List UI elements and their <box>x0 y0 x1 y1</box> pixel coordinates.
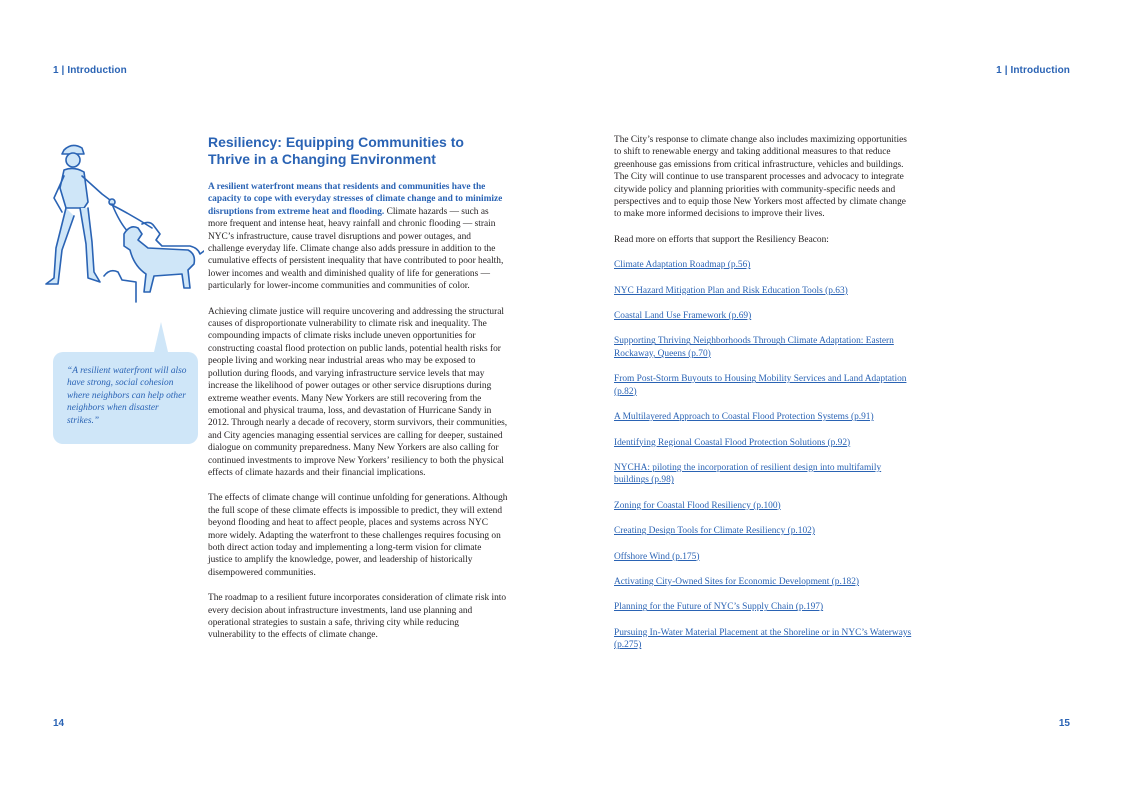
chapter-header-left: 1 | Introduction <box>53 65 127 76</box>
list-item <box>614 335 914 360</box>
list-item <box>614 462 914 487</box>
chapter-header-right: 1 | Introduction <box>996 65 1070 76</box>
read-more-label: Read more on efforts that support the Resiliency Beacon: <box>614 234 829 245</box>
link-city-owned-sites[interactable]: Activating City-Owned Sites for Economic Development (p.182) <box>614 576 859 587</box>
link-coastal-land-use-framework[interactable]: Coastal Land Use Framework (p.69) <box>614 311 752 322</box>
link-regional-flood-protection[interactable]: Identifying Regional Coastal Flood Protection Solutions (p.92) <box>614 437 851 448</box>
link-design-tools[interactable]: Creating Design Tools for Climate Resiliency (p.102) <box>614 526 815 537</box>
pull-quote-bubble <box>53 352 198 444</box>
link-in-water-material[interactable]: Pursuing In-Water Material Placement at the Shoreline or in NYC’s Waterways (p.275) <box>614 627 912 651</box>
paragraph-city-response: The City’s response to climate change also includes maximizing opportunities to shift to renewable energy and taking additional measures to that reduce greenhouse gas emissions from critical infrastructure, vehicles and buildings. The City will continue to use transparent processes and advocacy to integrate citywide policy and planning priorities with community-specific needs and perspectives and to equip those New Yorkers most affected by climate change to make more informed decisions to improve their lives. <box>614 135 907 220</box>
left-text-column <box>208 134 508 655</box>
quote-bubble-tail <box>154 322 168 352</box>
lead-sentence: A resilient waterfront means that residents and communities have the capacity to cope with everyday stresses of climate change and to minimize disruptions from extreme heat and flooding. <box>208 182 503 217</box>
related-links-list <box>614 259 914 651</box>
list-item <box>614 551 914 563</box>
paragraph-intro <box>208 181 508 293</box>
list-item <box>614 411 914 423</box>
link-supply-chain[interactable]: Planning for the Future of NYC’s Supply Chain (p.197) <box>614 602 824 613</box>
list-item <box>614 576 914 588</box>
list-item <box>614 601 914 613</box>
paragraph-effects: The effects of climate change will continue unfolding for generations. Although the full scope of these climate effects is impossible to predict, they will extend beyond flooding and heat to affect people, places and systems across NYC more widely. Adapting the waterfront to these challenges requires focusing on both direct action today and implementing a long-term vision for climate justice to amplify the knowledge, power, and leadership of historically disempowered communities. <box>208 493 508 578</box>
paragraph-climate-justice: Achieving climate justice will require uncovering and addressing the structural causes of disproportionate vulnerability to climate risk and inequality. The compounding impacts of climate risks include uneven opportunities for constructing coastal flood protection on public lands, potential health risks for people living and working near industrial areas who may be exposed to pollution during floods, and varying infrastructure service levels that may increase the likelihood of power outages or other service disruptions during extreme weather events. Many New Yorkers are still recovering from the emotional and physical trauma, loss, and devastation of Hurricane Sandy in 2012. Through nearly a decade of recovery, storm survivors, their communities, and City agencies managing essential services are calling for deeper, sustained dialogue on community preparedness. Many New Yorkers are also calling for continued investments to improve New Yorkers’ resiliency to both the physical effects of climate hazards and their financial implications. <box>208 306 508 478</box>
list-item <box>614 373 914 398</box>
pull-quote-text: “A resilient waterfront will also have strong, social cohesion where neighbors can help other neighbors when disaster strikes.” <box>67 366 187 426</box>
link-climate-adaptation-roadmap[interactable]: Climate Adaptation Roadmap (p.56) <box>614 260 751 271</box>
link-post-storm-buyouts[interactable]: From Post-Storm Buyouts to Housing Mobility Services and Land Adaptation (p.82) <box>614 374 907 397</box>
person-walking-dogs-illustration <box>44 136 204 306</box>
list-item <box>614 310 914 322</box>
link-offshore-wind[interactable]: Offshore Wind (p.175) <box>614 551 700 562</box>
link-zoning-flood-resiliency[interactable]: Zoning for Coastal Flood Resiliency (p.100) <box>614 500 781 511</box>
section-title: Resiliency: Equipping Communities to Thrive in a Changing Environment <box>208 134 464 167</box>
list-item <box>614 525 914 537</box>
link-nycha-resilient-design[interactable]: NYCHA: piloting the incorporation of resilient design into multifamily buildings (p.98) <box>614 462 882 486</box>
list-item <box>614 259 914 271</box>
list-item <box>614 627 914 652</box>
intro-rest: Climate hazards — such as more frequent and intense heat, heavy rainfall and chronic flooding — strain NYC’s infrastructure, cause travel disruptions and power outages, and challenge everyday life. Climate change also adds pressure in addition to the cumulative effects of persistent inequality that have contributed to poor health, lower incomes and wealth and diminished quality of life for generations — particularly for lower-income communities and communities of color. <box>208 206 504 292</box>
page-number-right: 15 <box>1058 718 1070 729</box>
list-item <box>614 500 914 512</box>
page-number-left: 14 <box>53 718 65 729</box>
right-text-column <box>614 134 914 665</box>
list-item <box>614 285 914 297</box>
link-eastern-rockaway[interactable]: Supporting Thriving Neighborhoods Through Climate Adaptation: Eastern Rockaway, Queens (p.70) <box>614 336 894 359</box>
list-item <box>614 437 914 449</box>
link-hazard-mitigation-plan[interactable]: NYC Hazard Mitigation Plan and Risk Education Tools (p.63) <box>614 285 848 296</box>
link-multilayered-approach[interactable]: A Multilayered Approach to Coastal Flood Protection Systems (p.91) <box>614 412 874 423</box>
paragraph-roadmap: The roadmap to a resilient future incorporates consideration of climate risk into every decision about infrastructure investments, land use planning and operational strategies to sustain a safe, thriving city while reducing vulnerability to the effects of climate change. <box>208 593 507 641</box>
